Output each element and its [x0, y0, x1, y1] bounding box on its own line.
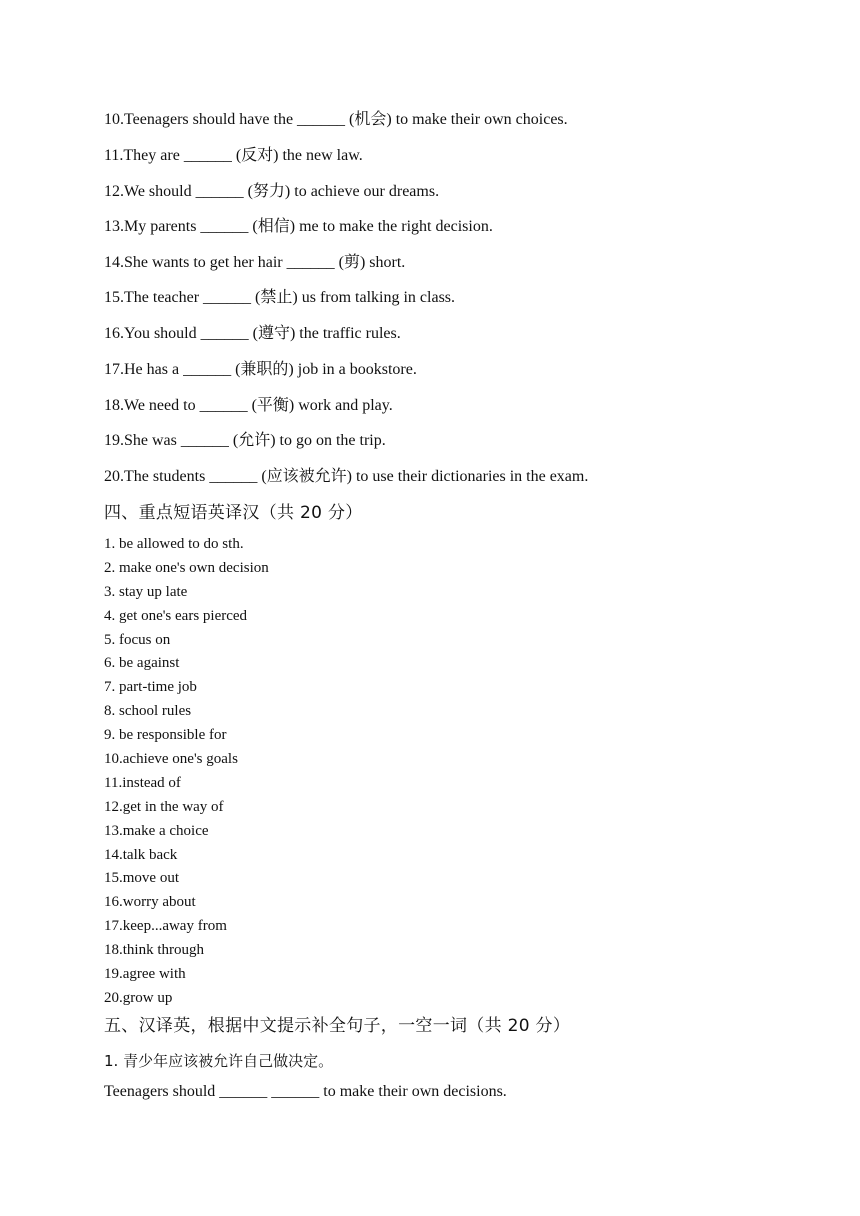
fill-item-17: 17.He has a ______ (兼职的) job in a bookstore. [104, 361, 417, 378]
fill-item-12: 12.We should ______ (努力) to achieve our dreams. [104, 183, 440, 200]
fill-item-18: 18.We need to ______ (平衡) work and play. [104, 397, 393, 414]
phrase-item-15: 15.move out [104, 870, 179, 887]
phrase-item-18: 18.think through [104, 942, 204, 959]
section-4-title: 四、重点短语英译汉（共 20 分） [104, 503, 363, 523]
fill-item-11: 11.They are ______ (反对) the new law. [104, 147, 363, 164]
phrase-item-17: 17.keep...away from [104, 918, 227, 935]
phrase-item-5: 5. focus on [104, 631, 171, 648]
phrase-item-10: 10.achieve one's goals [104, 751, 238, 768]
fill-item-10: 10.Teenagers should have the ______ (机会) to make their own choices. [104, 111, 568, 128]
phrase-item-7: 7. part-time job [104, 679, 197, 696]
phrase-item-2: 2. make one's own decision [104, 559, 269, 576]
phrase-item-3: 3. stay up late [104, 583, 188, 600]
phrase-item-20: 20.grow up [104, 989, 173, 1006]
fill-item-13: 13.My parents ______ (相信) me to make the right decision. [104, 218, 493, 235]
phrase-item-8: 8. school rules [104, 703, 192, 720]
phrase-item-6: 6. be against [104, 655, 180, 672]
phrase-list [104, 533, 269, 1011]
fill-item-15: 15.The teacher ______ (禁止) us from talking in class. [104, 289, 456, 306]
translation-q1-english: Teenagers should ______ ______ to make their own decisions. [104, 1083, 507, 1100]
fill-item-20: 20.The students ______ (应该被允许) to use their dictionaries in the exam. [104, 468, 589, 485]
phrase-item-1: 1. be allowed to do sth. [104, 536, 244, 552]
phrase-item-12: 12.get in the way of [104, 798, 224, 815]
phrase-item-14: 14.talk back [104, 846, 178, 863]
phrase-item-13: 13.make a choice [104, 822, 209, 839]
phrase-item-9: 9. be responsible for [104, 727, 227, 744]
fill-item-16: 16.You should ______ (遵守) the traffic rules. [104, 325, 401, 342]
section-5-title: 五、汉译英，根据中文提示补全句子，一空一词（共 20 分） [104, 1016, 571, 1036]
translation-q1-chinese: 1. 青少年应该被允许自己做决定。 [104, 1052, 334, 1070]
fill-item-14: 14.She wants to get her hair ______ (剪) short. [104, 254, 406, 271]
fill-item-19: 19.She was ______ (允许) to go on the trip. [104, 432, 386, 449]
phrase-item-19: 19.agree with [104, 966, 186, 983]
phrase-item-16: 16.worry about [104, 894, 196, 911]
phrase-item-11: 11.instead of [104, 774, 181, 791]
phrase-item-4: 4. get one's ears pierced [104, 607, 248, 624]
